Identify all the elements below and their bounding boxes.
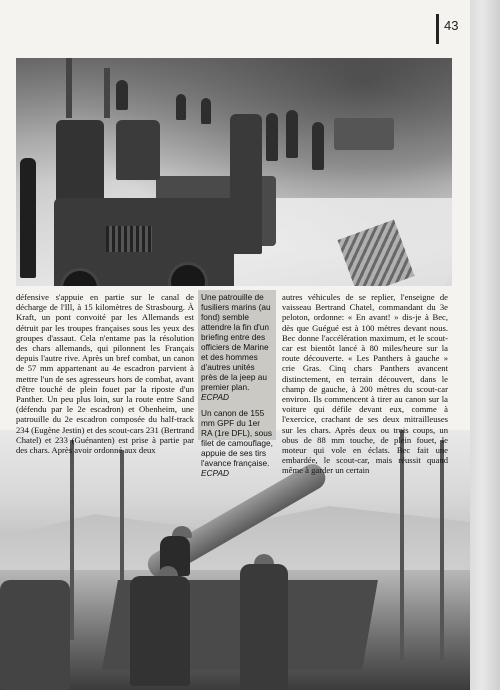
- bare-tree: [70, 440, 74, 640]
- caption-bottom-text: Un canon de 155 mm GPF du 1er RA (1re DFL), sous filet de camouflage, appuie de ses tirs l'avance française.: [201, 408, 273, 468]
- article-column-left: [16, 292, 194, 455]
- standing-soldier: [230, 114, 262, 254]
- soldier-figure: [116, 80, 128, 110]
- photo-captions: [198, 290, 276, 478]
- jeep-grille: [106, 226, 152, 252]
- caption-bottom-credit: ECPAD: [201, 468, 229, 478]
- tree-trunk: [104, 68, 110, 118]
- gunner-figure: [240, 564, 288, 690]
- soldier-figure: [201, 98, 211, 124]
- header-rule: [436, 14, 439, 44]
- soldier-left-edge: [20, 158, 36, 278]
- page-number: 43: [444, 18, 459, 33]
- soldier-figure: [286, 110, 298, 158]
- tree-trunk: [66, 58, 72, 118]
- soldier-figure: [266, 113, 278, 161]
- caption-top: [201, 292, 273, 402]
- soldier-figure: [312, 122, 324, 170]
- article-column-right: [282, 292, 448, 476]
- caption-top-text: Une patrouille de fusiliers marins (au fond) semble attendre la fin d'un briefing entre des officiers de Marine et des hommes d'autres unités près de la jeep au premier plan.: [201, 292, 271, 392]
- distant-jeep: [334, 118, 394, 150]
- caption-top-credit: ECPAD: [201, 392, 229, 402]
- photo-jeep-snow-road: [16, 58, 452, 286]
- soldier-figure: [176, 94, 186, 120]
- column-right-text: autres véhicules de se replier, l'enseigne de vaisseau Bertrand Chatel, commandant du 3e peloton, ordonne: « En avant! » dis-je à Bec, dès que Guégué est à 100 mètres devant nous. Bec donne l'accélération maximum, et le scout-car est bientôt lancé à 80 miles/heure sur la route découverte. « Les Panthers à gauche » crie Gras. Cinq chars Panthers avancent distinctement, en terrain découvert, dans le champ de gauche, à 200 mètres du scout-car environ. Ils commencent à tirer au canon sur la voiture qui défile devant eux, comme à l'exercice, crachant de ses deux mitrailleuses sur les chars. Après deux ou trois coups, un obus de 88 mm touche, de plein fouet, le moteur qui vole en éclats. Bec fait une embardée, le scout-car, mais réussit quand même à garder un certain: [282, 292, 448, 476]
- column-left-text: défensive s'appuie en partie sur le canal de décharge de l'Ill, à 15 kilomètres de Strasbourg. À Kraft, un pont convoité par les Allemands est détruit par les troupes françaises sous les yeux des groupes d'assaut. Cela n'entame pas la résolution des chars allemands, qui pilonnent les Français depuis l'autre rive. Après un bref combat, un canon de 57 mm appartenant au 4e escadron parvient à mettre l'un de ses agresseurs hors de combat, avant d'être touché de plein fouet par la riposte d'un Panther. Un peu plus loin, sur la route entre Sand (défendu par le 2e escadron) et Obenheim, une patrouille du 2e escadron composée du half-track 234 (Eugène Jestin) et des scout-cars 231 (Bertrand Chatel) et 233 (Guénanten) est prise à partie par des chars. Après avoir ordonné aux deux: [16, 292, 194, 456]
- officers-group: [116, 120, 160, 180]
- page-edge-shadow: [470, 0, 500, 690]
- caption-bottom: [201, 408, 273, 478]
- crate-stack: [0, 580, 70, 690]
- gunner-figure: [130, 576, 190, 686]
- officers-group: [56, 120, 104, 210]
